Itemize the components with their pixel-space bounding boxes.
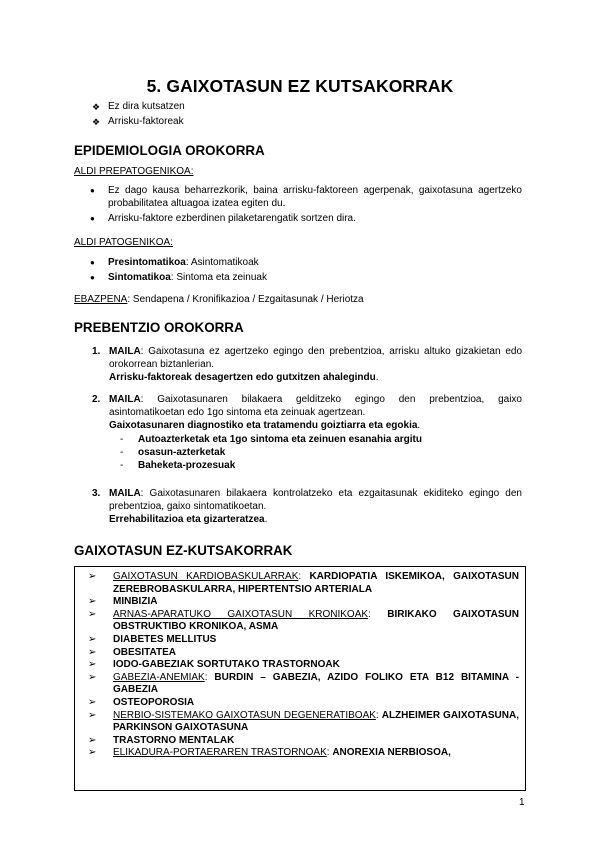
gaixotasunak-heading: GAIXOTASUN EZ-KUTSAKORRAK: [74, 543, 293, 558]
page-title: 5. GAIXOTASUN EZ KUTSAKORRAK: [146, 76, 454, 96]
list-item: ● Sintomatikoa: Sintoma eta zeinuak: [90, 271, 522, 284]
disease-item: ➢ GAIXOTASUN KARDIOBASKULARRAK: KARDIOPATIA ISKEMIKOA, GAIXOTASUN ZEREBROBASKULARRA, HIPERTENTSIO ARTERIALA: [88, 571, 519, 596]
prevention-level-3: 3. MAILA: Gaixotasunaren bilakaera kontrolatzeko eta ezgaitasunak ekiditeko egingo den prebentzioa, gaixo sintomatikoetan. Errehabilitazioa eta gizarteratzea.: [92, 488, 522, 526]
diamond-bullet-icon: ❖: [92, 116, 101, 127]
list-item: ● Arrisku-faktore ezberdinen pilaketarengatik sortzen dira.: [90, 212, 522, 225]
diamond-bullet-icon: ❖: [92, 102, 101, 112]
list-item: ● Presintomatikoa: Asintomatikoak: [90, 256, 522, 269]
disease-item: ➢ ARNAS-APARATUKO GAIXOTASUN KRONIKOAK: BIRIKAKO GAIXOTASUN OBSTRUKTIBO KRONIKOA, ASMA: [88, 609, 519, 634]
prepatogenikoa-list: [90, 184, 522, 227]
disease-item: ➢ OSTEOPOROSIA: [88, 697, 519, 710]
patogenikoa-label: ALDI PATOGENIKOA:: [74, 237, 173, 248]
list-item: - osasun-azterketak: [120, 446, 522, 459]
prevention-sublist: [120, 433, 522, 473]
disease-item: ➢ GABEZIA-ANEMIAK: BURDIN – GABEZIA, AZIDO FOLIKO ETA B12 BITAMINA - GABEZIA: [88, 672, 519, 697]
list-item: - Baheketa-prozesuak: [120, 459, 522, 472]
patogenikoa-list: [90, 256, 522, 286]
prevention-level-2: 2. MAILA: Gaixotasunaren bilakaera gelditzeko egingo den prebentzioa, gaixo asintomatikoetan edo 1go sintoma eta zeinuak agertzean. Gaixotasunaren diagnostiko eta tratamendu goiztiarra eta egokia. - Autoazterketak eta 1go sintoma eta zeinuen esanahia argitu - osasun-azterketak - Baheketa-prozesuak: [92, 393, 522, 472]
list-item: - Autoazterketak eta 1go sintoma eta zeinuen esanahia argitu: [120, 433, 522, 446]
page-number: 1: [519, 797, 525, 808]
intro-item: ❖ Ez dira kutsatzen: [92, 100, 185, 115]
disease-item: ➢ TRASTORNO MENTALAK: [88, 735, 519, 748]
disease-item: ➢ ELIKADURA-PORTAERAREN TRASTORNOAK: ANOREXIA NERBIOSOA,: [88, 747, 519, 760]
list-item: ● Ez dago kausa beharrezkorik, baina arrisku-faktoreen agerpenak, gaixotasuna agertzeko probabilitatea altuagoa izatea egiten du.: [90, 184, 522, 210]
prebentzio-heading: PREBENTZIO OROKORRA: [74, 320, 244, 335]
disease-item: ➢ DIABETES MELLITUS: [88, 634, 519, 647]
intro-list: [92, 100, 185, 129]
disease-item: ➢ MINBIZIA: [88, 596, 519, 609]
diseases-box: [74, 566, 526, 791]
prevention-level-1: 1. MAILA: Gaixotasuna ez agertzeko egingo den prebentzioa, arrisku altuko gizakietan edo orokorrean biztanlerian. Arrisku-faktoreak desagertzen edo gutxitzen ahalegindu.: [92, 346, 522, 384]
diseases-list: [75, 567, 525, 760]
epidemiologia-heading: EPIDEMIOLOGIA OROKORRA: [74, 143, 265, 158]
disease-item: ➢ IODO-GABEZIAK SORTUTAKO TRASTORNOAK: [88, 659, 519, 672]
prepatogenikoa-label: ALDI PREPATOGENIKOA:: [74, 166, 194, 177]
disease-item: ➢ NERBIO-SISTEMAKO GAIXOTASUN DEGENERATIBOAK: ALZHEIMER GAIXOTASUNA, PARKINSON GAIXOTASUNA: [88, 710, 519, 735]
ebazpena-line: EBAZPENA: Sendapena / Kronifikazioa / Ezgaitasunak / Heriotza: [74, 294, 364, 305]
intro-item: ❖ Arrisku-faktoreak: [92, 115, 185, 130]
disease-item: ➢ OBESITATEA: [88, 647, 519, 660]
